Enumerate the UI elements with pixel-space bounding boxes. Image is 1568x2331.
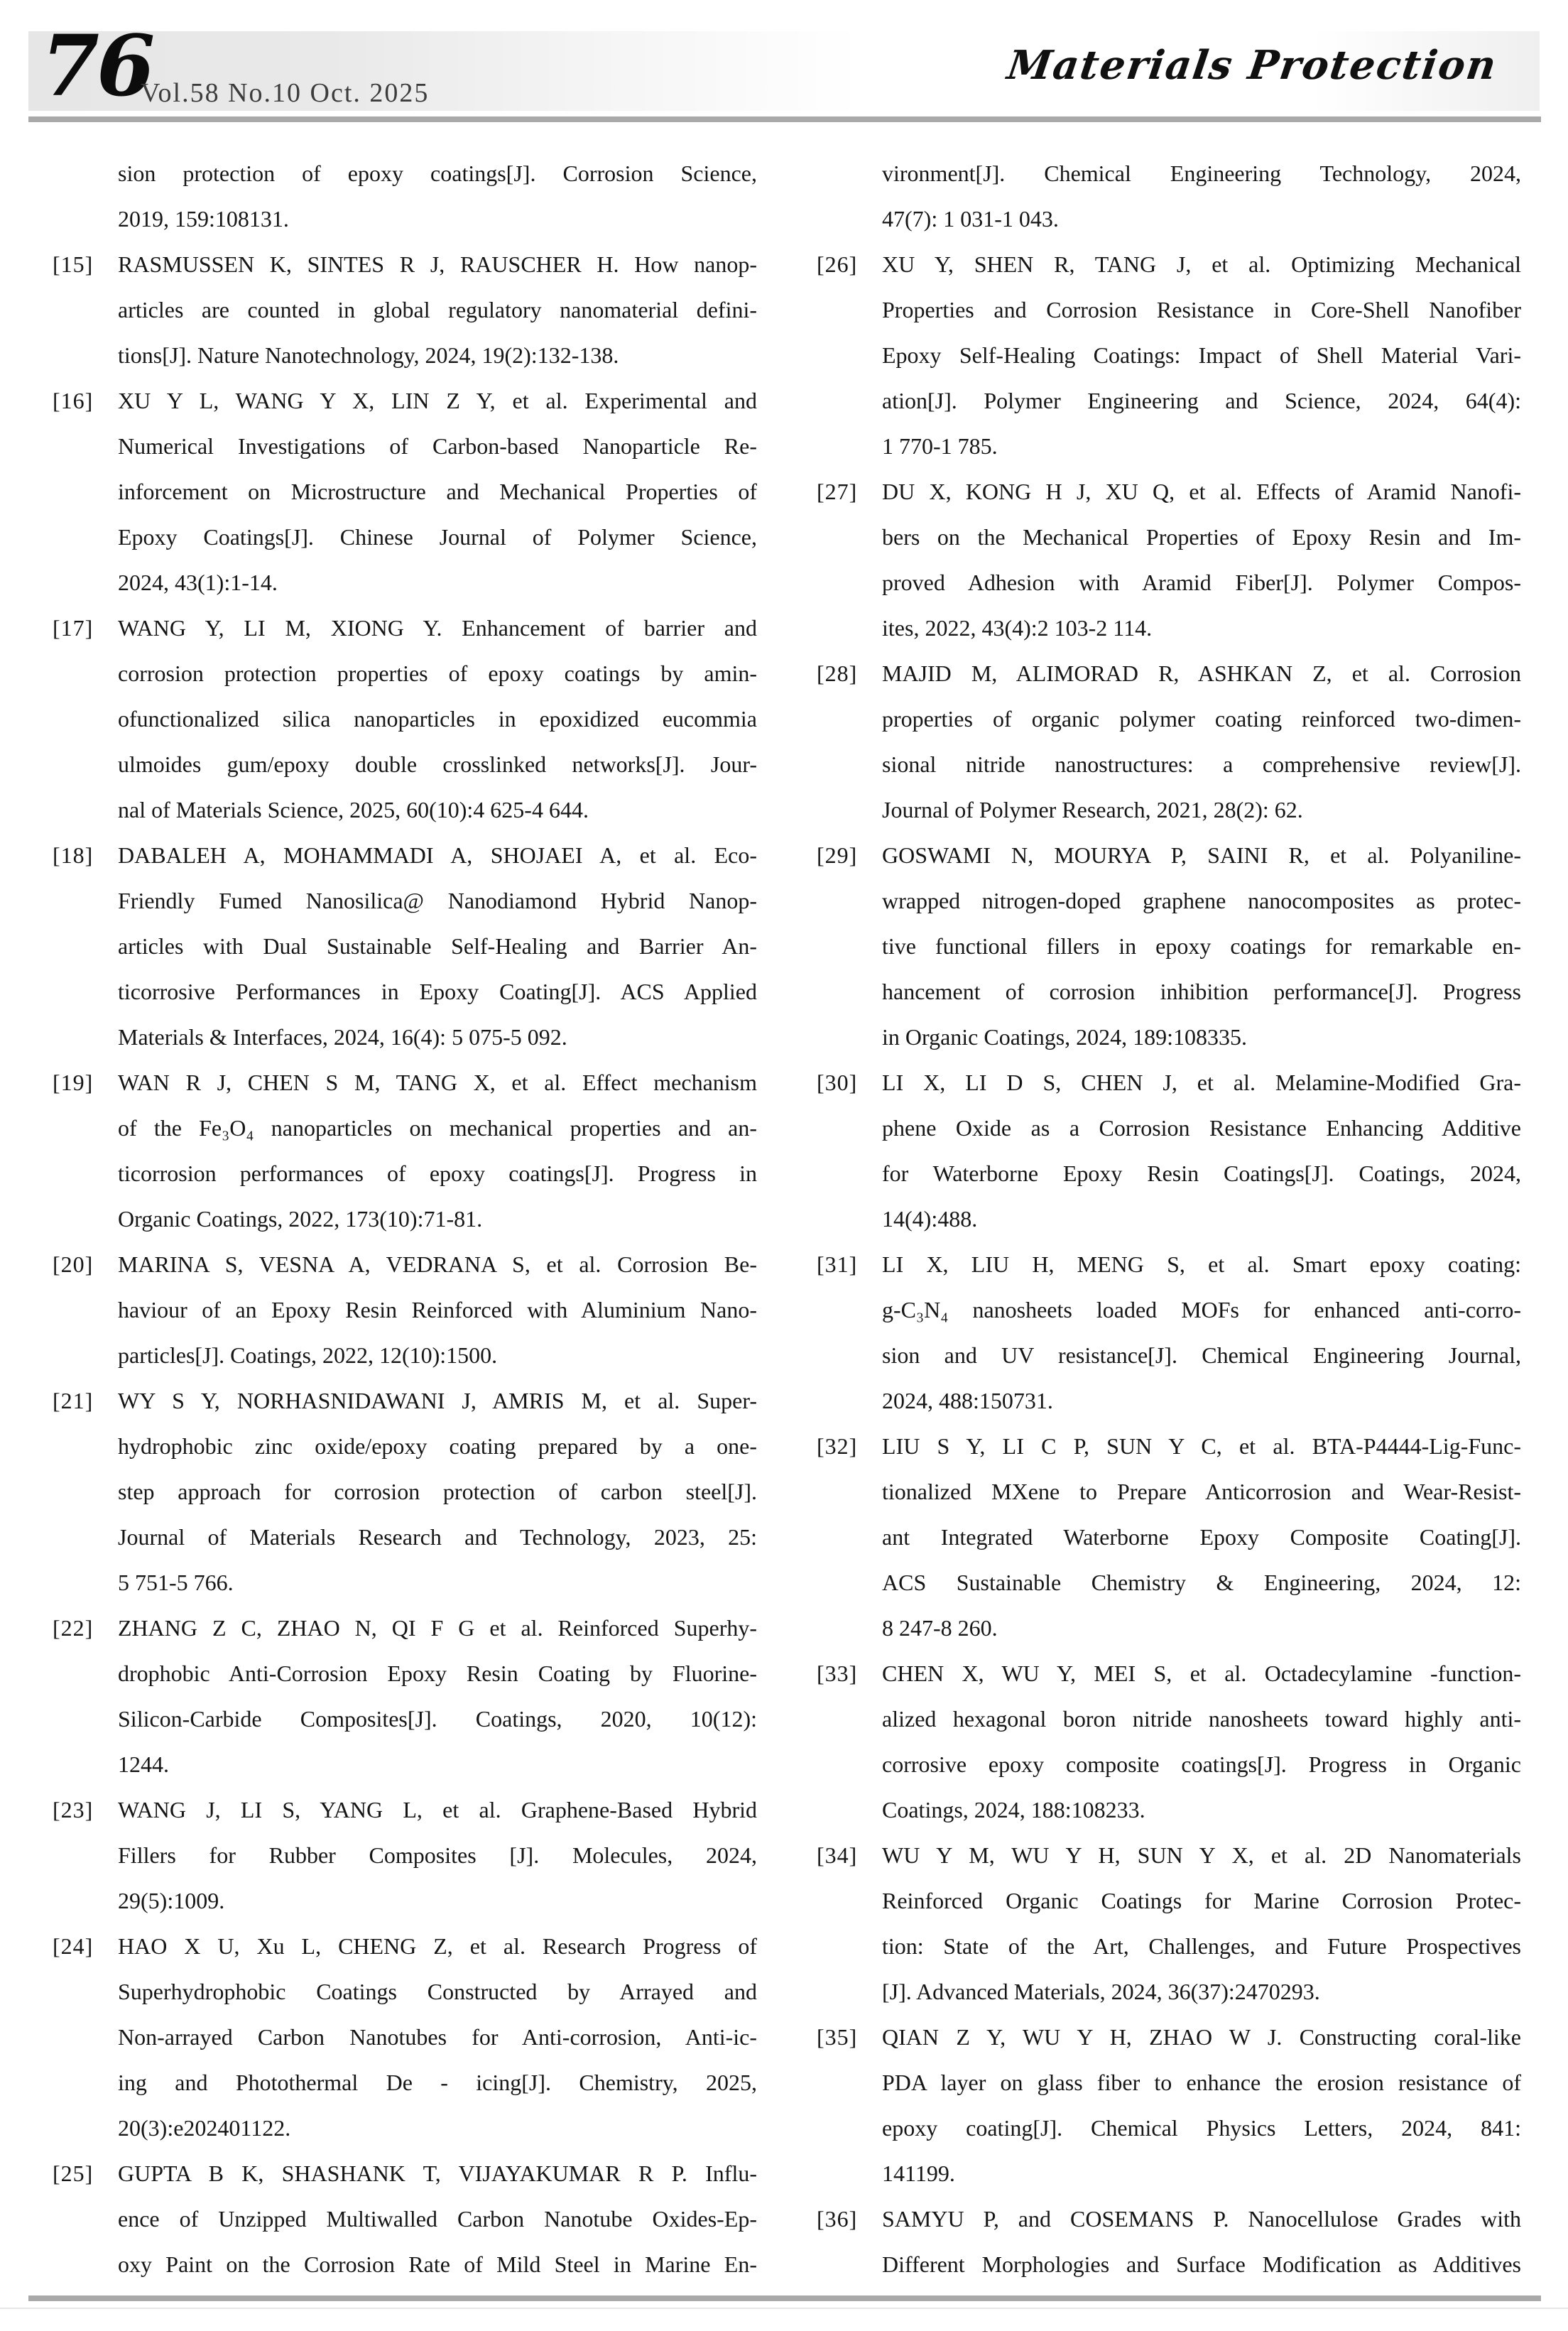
reference-line: vironment[J]. Chemical Engineering Technology, 2024, xyxy=(882,161,1521,186)
reference-text xyxy=(882,1060,1521,1241)
reference-line: oxy Paint on the Corrosion Rate of Mild Steel in Marine En- xyxy=(118,2251,757,2277)
reference-line: QIAN Z Y, WU Y H, ZHAO W J. Constructing coral-like xyxy=(882,2024,1521,2050)
reference-line: tionalized MXene to Prepare Anticorrosion and Wear-Resist- xyxy=(882,1479,1521,1504)
reference-line: 47(7): 1 031-1 043. xyxy=(882,206,1059,232)
reference-line: 29(5):1009. xyxy=(118,1888,225,1913)
reference-line: inforcement on Microstructure and Mechanical Properties of xyxy=(118,479,757,504)
reference-line: MARINA S, VESNA A, VEDRANA S, et al. Corrosion Be- xyxy=(118,1251,757,1277)
reference-item xyxy=(817,1060,1521,1241)
reference-line: corrosive epoxy composite coatings[J]. Progress in Organic xyxy=(882,1751,1521,1777)
reference-item xyxy=(817,469,1521,651)
page-number: 76 xyxy=(41,16,153,115)
reference-line: hancement of corrosion inhibition performance[J]. Progress xyxy=(882,979,1521,1004)
references-column-left xyxy=(53,151,757,2287)
reference-line: ulmoides gum/epoxy double crosslinked networks[J]. Jour- xyxy=(118,751,757,777)
reference-line: in Organic Coatings, 2024, 189:108335. xyxy=(882,1024,1248,1050)
reference-number: [32] xyxy=(817,1433,858,1459)
reference-line: Reinforced Organic Coatings for Marine Corrosion Protec- xyxy=(882,1888,1521,1913)
reference-line: 1 770-1 785. xyxy=(882,433,998,459)
reference-item xyxy=(53,1378,757,1605)
reference-line: sion protection of epoxy coatings[J]. Corrosion Science, xyxy=(118,161,757,186)
references-column-right xyxy=(817,151,1521,2287)
reference-line: 2024, 488:150731. xyxy=(882,1388,1053,1413)
reference-line: 2024, 43(1):1-14. xyxy=(118,570,278,595)
reference-line: sion and UV resistance[J]. Chemical Engineering Journal, xyxy=(882,1342,1521,1368)
reference-number: [16] xyxy=(53,388,94,413)
reference-item xyxy=(53,378,757,605)
reference-line: articles with Dual Sustainable Self-Healing and Barrier An- xyxy=(118,933,757,959)
reference-item xyxy=(817,1832,1521,2014)
reference-text xyxy=(882,1832,1521,2014)
reference-line: HAO X U, Xu L, CHENG Z, et al. Research Progress of xyxy=(118,1933,757,1959)
reference-text xyxy=(118,1060,757,1241)
reference-number: [24] xyxy=(53,1933,94,1959)
reference-line: 5 751-5 766. xyxy=(118,1570,234,1595)
reference-text xyxy=(118,378,757,605)
reference-line: WAN R J, CHEN S M, TANG X, et al. Effect mechanism xyxy=(118,1070,757,1095)
reference-text xyxy=(882,2014,1521,2196)
reference-text xyxy=(118,1241,757,1378)
reference-number: [31] xyxy=(817,1251,858,1277)
reference-text xyxy=(882,241,1521,469)
reference-line: PDA layer on glass fiber to enhance the erosion resistance of xyxy=(882,2070,1521,2095)
reference-line: of the Fe₃O₄ nanoparticles on mechanical properties and an- xyxy=(118,1115,757,1141)
reference-number: [21] xyxy=(53,1388,94,1413)
reference-line: tion: State of the Art, Challenges, and Future Prospectives xyxy=(882,1933,1521,1959)
reference-line: 1244. xyxy=(118,1751,169,1777)
reference-line: Fillers for Rubber Composites [J]. Molecules, 2024, xyxy=(118,1842,757,1868)
reference-line: ence of Unzipped Multiwalled Carbon Nanotube Oxides-Ep- xyxy=(118,2206,757,2232)
footer-rule-shadow xyxy=(0,2308,1568,2309)
reference-number: [35] xyxy=(817,2024,858,2050)
reference-line: XU Y, SHEN R, TANG J, et al. Optimizing Mechanical xyxy=(882,251,1521,277)
reference-number: [17] xyxy=(53,615,94,641)
reference-line: ZHANG Z C, ZHAO N, QI F G et al. Reinforced Superhy- xyxy=(118,1615,757,1641)
reference-line: ticorrosive Performances in Epoxy Coating[J]. ACS Applied xyxy=(118,979,757,1004)
reference-line: Silicon-Carbide Composites[J]. Coatings, 2020, 10(12): xyxy=(118,1706,757,1732)
reference-number: [18] xyxy=(53,842,94,868)
reference-number: [26] xyxy=(817,251,858,277)
reference-item xyxy=(53,2151,757,2287)
reference-line: Friendly Fumed Nanosilica@ Nanodiamond Hybrid Nanop- xyxy=(118,888,757,913)
reference-text xyxy=(882,1651,1521,1832)
reference-line: ACS Sustainable Chemistry & Engineering, 2024, 12: xyxy=(882,1570,1521,1595)
reference-line: bers on the Mechanical Properties of Epoxy Resin and Im- xyxy=(882,524,1521,550)
reference-line: particles[J]. Coatings, 2022, 12(10):1500. xyxy=(118,1342,498,1368)
reference-number: [28] xyxy=(817,661,858,686)
reference-line: haviour of an Epoxy Resin Reinforced with Aluminium Nano- xyxy=(118,1297,757,1322)
header-rule xyxy=(28,116,1541,122)
reference-line: WU Y M, WU Y H, SUN Y X, et al. 2D Nanomaterials xyxy=(882,1842,1521,1868)
reference-line: ticorrosion performances of epoxy coatings[J]. Progress in xyxy=(118,1161,757,1186)
reference-text xyxy=(118,151,757,241)
reference-line: 20(3):e202401122. xyxy=(118,2115,291,2141)
reference-number: [36] xyxy=(817,2206,858,2232)
reference-item xyxy=(817,1651,1521,1832)
reference-item xyxy=(817,2014,1521,2196)
reference-item xyxy=(53,832,757,1060)
reference-line: Coatings, 2024, 188:108233. xyxy=(882,1797,1145,1822)
reference-line: MAJID M, ALIMORAD R, ASHKAN Z, et al. Corrosion xyxy=(882,661,1521,686)
reference-line: drophobic Anti-Corrosion Epoxy Resin Coating by Fluorine- xyxy=(118,1661,757,1686)
reference-text xyxy=(118,832,757,1060)
reference-line: 141199. xyxy=(882,2161,955,2186)
reference-line: hydrophobic zinc oxide/epoxy coating prepared by a one- xyxy=(118,1433,757,1459)
reference-line: wrapped nitrogen-doped graphene nanocomposites as protec- xyxy=(882,888,1521,913)
reference-line: 14(4):488. xyxy=(882,1206,978,1232)
reference-line: 8 247-8 260. xyxy=(882,1615,998,1641)
reference-text xyxy=(882,832,1521,1060)
reference-text xyxy=(882,2196,1521,2287)
reference-number: [19] xyxy=(53,1070,94,1095)
reference-line: alized hexagonal boron nitride nanosheets toward highly anti- xyxy=(882,1706,1521,1732)
reference-item xyxy=(53,1060,757,1241)
reference-item xyxy=(53,1605,757,1787)
reference-text xyxy=(118,241,757,378)
reference-item xyxy=(53,1787,757,1923)
reference-line: step approach for corrosion protection of carbon steel[J]. xyxy=(118,1479,757,1504)
reference-line: phene Oxide as a Corrosion Resistance Enhancing Additive xyxy=(882,1115,1521,1141)
reference-line: nal of Materials Science, 2025, 60(10):4 625-4 644. xyxy=(118,797,589,822)
reference-line: corrosion protection properties of epoxy coatings by amin- xyxy=(118,661,757,686)
reference-line: tive functional fillers in epoxy coatings for remarkable en- xyxy=(882,933,1521,959)
reference-line: ites, 2022, 43(4):2 103-2 114. xyxy=(882,615,1153,641)
reference-line: epoxy coating[J]. Chemical Physics Letters, 2024, 841: xyxy=(882,2115,1521,2141)
reference-line: Organic Coatings, 2022, 173(10):71-81. xyxy=(118,1206,483,1232)
reference-text xyxy=(118,1605,757,1787)
reference-number: [22] xyxy=(53,1615,94,1641)
reference-line: WANG J, LI S, YANG L, et al. Graphene-Based Hybrid xyxy=(118,1797,757,1822)
reference-line: GOSWAMI N, MOURYA P, SAINI R, et al. Polyaniline- xyxy=(882,842,1521,868)
reference-line: for Waterborne Epoxy Resin Coatings[J]. Coatings, 2024, xyxy=(882,1161,1521,1186)
reference-text xyxy=(882,469,1521,651)
reference-line: sional nitride nanostructures: a comprehensive review[J]. xyxy=(882,751,1521,777)
reference-line: WANG Y, LI M, XIONG Y. Enhancement of barrier and xyxy=(118,615,757,641)
reference-text xyxy=(882,1423,1521,1651)
issue-info: Vol.58 No.10 Oct. 2025 xyxy=(141,78,430,108)
reference-line: DU X, KONG H J, XU Q, et al. Effects of Aramid Nanofi- xyxy=(882,479,1521,504)
reference-line: SAMYU P, and COSEMANS P. Nanocellulose Grades with xyxy=(882,2206,1521,2232)
reference-line: articles are counted in global regulatory nanomaterial defini- xyxy=(118,297,757,322)
reference-text xyxy=(118,1787,757,1923)
reference-line: DABALEH A, MOHAMMADI A, SHOJAEI A, et al. Eco- xyxy=(118,842,757,868)
reference-number: [15] xyxy=(53,251,94,277)
reference-line: Journal of Materials Research and Technology, 2023, 25: xyxy=(118,1524,757,1550)
reference-item xyxy=(53,1923,757,2151)
reference-item xyxy=(53,1241,757,1378)
reference-line: Materials & Interfaces, 2024, 16(4): 5 075-5 092. xyxy=(118,1024,567,1050)
reference-line: CHEN X, WU Y, MEI S, et al. Octadecylamine -function- xyxy=(882,1661,1521,1686)
reference-line: Superhydrophobic Coatings Constructed by Arrayed and xyxy=(118,1979,757,2004)
reference-line: ation[J]. Polymer Engineering and Science, 2024, 64(4): xyxy=(882,388,1521,413)
reference-number: [25] xyxy=(53,2161,94,2186)
reference-line: Non-arrayed Carbon Nanotubes for Anti-corrosion, Anti-ic- xyxy=(118,2024,757,2050)
reference-line: ant Integrated Waterborne Epoxy Composite Coating[J]. xyxy=(882,1524,1521,1550)
reference-item xyxy=(817,651,1521,832)
reference-line: Epoxy Self-Healing Coatings: Impact of Shell Material Vari- xyxy=(882,342,1521,368)
reference-number: [29] xyxy=(817,842,858,868)
reference-line: ofunctionalized silica nanoparticles in epoxidized eucommia xyxy=(118,706,757,732)
reference-line: GUPTA B K, SHASHANK T, VIJAYAKUMAR R P. Influ- xyxy=(118,2161,757,2186)
reference-number: [30] xyxy=(817,1070,858,1095)
reference-text xyxy=(118,2151,757,2287)
reference-text xyxy=(118,1923,757,2151)
reference-line: LI X, LI D S, CHEN J, et al. Melamine-Modified Gra- xyxy=(882,1070,1521,1095)
reference-number: [23] xyxy=(53,1797,94,1822)
reference-line: tions[J]. Nature Nanotechnology, 2024, 19(2):132-138. xyxy=(118,342,619,368)
reference-item xyxy=(53,151,757,241)
reference-line: proved Adhesion with Aramid Fiber[J]. Polymer Compos- xyxy=(882,570,1521,595)
journal-title: Materials Protection xyxy=(1004,42,1501,89)
reference-line: Different Morphologies and Surface Modification as Additives xyxy=(882,2251,1521,2277)
reference-text xyxy=(882,1241,1521,1423)
reference-item xyxy=(817,2196,1521,2287)
reference-item xyxy=(817,241,1521,469)
reference-number: [34] xyxy=(817,1842,858,1868)
reference-line: RASMUSSEN K, SINTES R J, RAUSCHER H. How nanop- xyxy=(118,251,757,277)
reference-item xyxy=(817,1241,1521,1423)
reference-item xyxy=(53,605,757,832)
reference-line: 2019, 159:108131. xyxy=(118,206,289,232)
reference-item xyxy=(817,832,1521,1060)
reference-line: Epoxy Coatings[J]. Chinese Journal of Polymer Science, xyxy=(118,524,757,550)
reference-text xyxy=(882,651,1521,832)
footer-rule xyxy=(28,2295,1541,2301)
reference-line: Numerical Investigations of Carbon-based Nanoparticle Re- xyxy=(118,433,757,459)
reference-line: [J]. Advanced Materials, 2024, 36(37):2470293. xyxy=(882,1979,1320,2004)
reference-number: [20] xyxy=(53,1251,94,1277)
reference-text xyxy=(882,151,1521,241)
reference-item xyxy=(817,1423,1521,1651)
reference-item xyxy=(53,241,757,378)
reference-line: LI X, LIU H, MENG S, et al. Smart epoxy coating: xyxy=(882,1251,1521,1277)
reference-line: XU Y L, WANG Y X, LIN Z Y, et al. Experimental and xyxy=(118,388,757,413)
reference-number xyxy=(817,151,882,241)
reference-line: Properties and Corrosion Resistance in Core-Shell Nanofiber xyxy=(882,297,1521,322)
reference-line: LIU S Y, LI C P, SUN Y C, et al. BTA-P4444-Lig-Func- xyxy=(882,1433,1521,1459)
reference-line: g-C₃N₄ nanosheets loaded MOFs for enhanced anti-corro- xyxy=(882,1297,1521,1322)
reference-line: WY S Y, NORHASNIDAWANI J, AMRIS M, et al. Super- xyxy=(118,1388,757,1413)
reference-line: ing and Photothermal De - icing[J]. Chemistry, 2025, xyxy=(118,2070,757,2095)
reference-item xyxy=(817,151,1521,241)
reference-number: [33] xyxy=(817,1661,858,1686)
reference-number: [27] xyxy=(817,479,858,504)
reference-line: Journal of Polymer Research, 2021, 28(2): 62. xyxy=(882,797,1303,822)
reference-number xyxy=(53,151,118,241)
reference-line: properties of organic polymer coating reinforced two-dimen- xyxy=(882,706,1521,732)
reference-text xyxy=(118,1378,757,1605)
reference-text xyxy=(118,605,757,832)
